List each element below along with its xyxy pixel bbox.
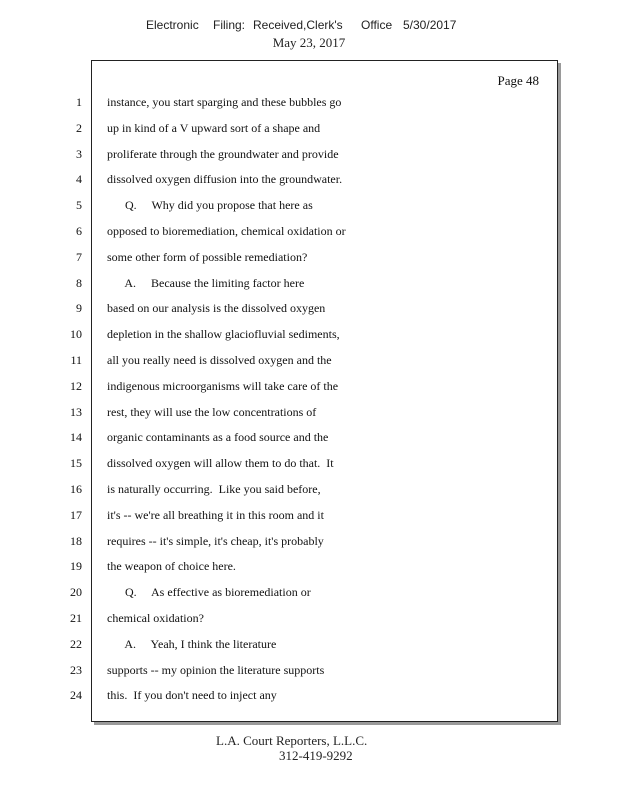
line-number: 12 (70, 379, 82, 393)
filing-stamp-electronic: Electronic (146, 18, 199, 32)
line-number: 23 (70, 663, 82, 677)
transcript-line: Q. As effective as bioremediation or (107, 585, 311, 599)
transcript-line: up in kind of a V upward sort of a shape and (107, 121, 321, 135)
transcript-line: requires -- it's simple, it's cheap, it's probably (107, 534, 324, 548)
line-number: 11 (70, 353, 82, 367)
transcript-line: organic contaminants as a food source and the (107, 430, 329, 444)
line-number: 5 (76, 198, 82, 212)
line-number: 13 (70, 405, 82, 419)
line-number: 21 (70, 611, 82, 625)
transcript-line: is naturally occurring. Like you said before, (107, 482, 321, 496)
line-number: 22 (70, 637, 82, 651)
transcript-body (107, 0, 547, 800)
line-number: 20 (70, 585, 82, 599)
line-number: 19 (70, 559, 82, 573)
line-number-column (0, 0, 90, 800)
line-number: 1 (76, 95, 82, 109)
line-number: 6 (76, 224, 82, 238)
transcript-line: the weapon of choice here. (107, 559, 236, 573)
line-number: 15 (70, 456, 82, 470)
page-number: Page 48 (497, 73, 539, 88)
line-number: 24 (70, 688, 82, 702)
filing-stamp-filing: Filing: (213, 18, 246, 32)
transcript-line: chemical oxidation? (107, 611, 204, 625)
transcript-line: Q. Why did you propose that here as (107, 198, 313, 212)
filing-stamp-office: Office (361, 18, 393, 32)
filing-stamp-received: Received,Clerk's (253, 18, 343, 32)
filing-stamp-date: 5/30/2017 (403, 18, 457, 32)
transcript-line: indigenous microorganisms will take care of the (107, 379, 339, 393)
transcript-line: depletion in the shallow glaciofluvial sediments, (107, 327, 340, 341)
line-number: 2 (76, 121, 82, 135)
footer-phone: 312-419-9292 (279, 748, 353, 763)
transcript-line: some other form of possible remediation? (107, 250, 308, 264)
transcript-line: supports -- my opinion the literature supports (107, 663, 325, 677)
transcript-line: A. Because the limiting factor here (107, 276, 305, 290)
line-number: 3 (76, 147, 82, 161)
transcript-line: this. If you don't need to inject any (107, 688, 277, 702)
transcript-line: opposed to bioremediation, chemical oxidation or (107, 224, 346, 238)
line-number: 8 (76, 276, 82, 290)
transcript-line: dissolved oxygen diffusion into the groundwater. (107, 172, 343, 186)
line-number: 16 (70, 482, 82, 496)
transcript-line: dissolved oxygen will allow them to do that. It (107, 456, 334, 470)
transcript-line: based on our analysis is the dissolved oxygen (107, 301, 326, 315)
transcript-date: May 23, 2017 (272, 35, 346, 50)
transcript-line: all you really need is dissolved oxygen and the (107, 353, 332, 367)
line-number: 17 (70, 508, 82, 522)
transcript-line: instance, you start sparging and these bubbles go (107, 95, 342, 109)
line-number: 10 (70, 327, 82, 341)
transcript-line: A. Yeah, I think the literature (107, 637, 277, 651)
transcript-line: proliferate through the groundwater and provide (107, 147, 339, 161)
line-number: 9 (76, 301, 82, 315)
line-number: 7 (76, 250, 82, 264)
transcript-line: it's -- we're all breathing it in this room and it (107, 508, 324, 522)
line-number: 14 (70, 430, 82, 444)
transcript-line: rest, they will use the low concentrations of (107, 405, 317, 419)
footer-firm: L.A. Court Reporters, L.L.C. (216, 733, 368, 748)
line-number: 4 (76, 172, 82, 186)
line-number: 18 (70, 534, 82, 548)
